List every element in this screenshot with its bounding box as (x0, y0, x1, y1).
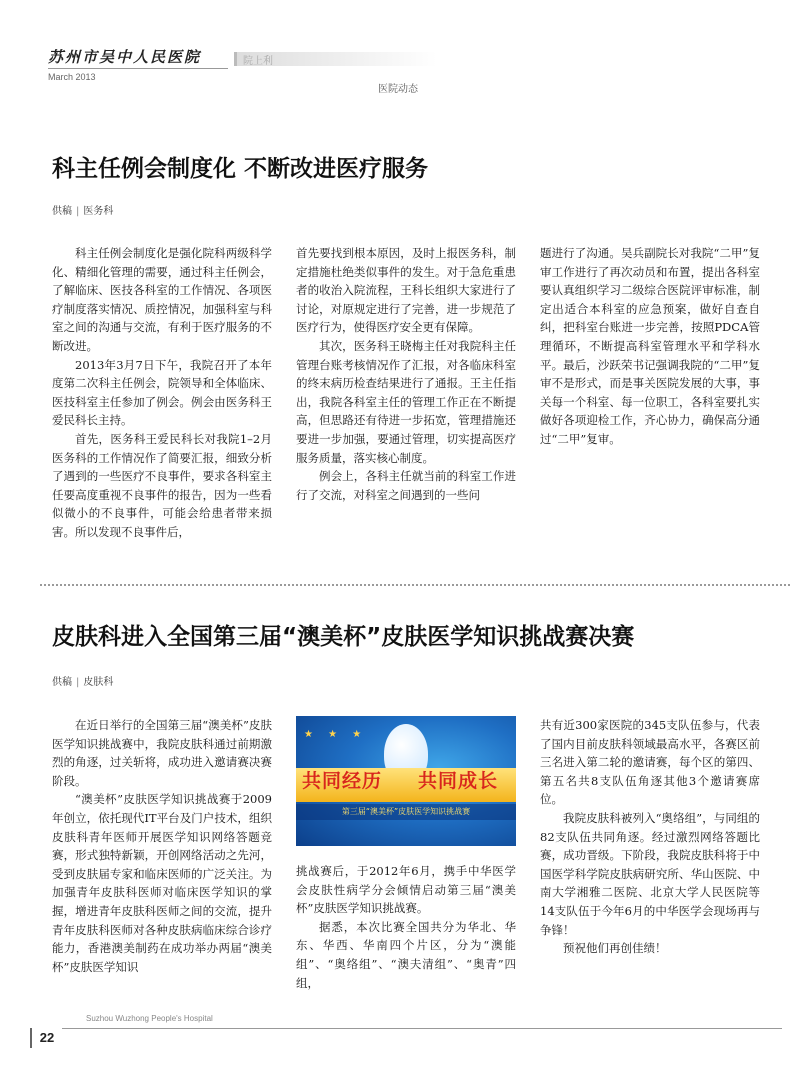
article1-column-2 (296, 244, 516, 542)
article2-body (52, 716, 760, 992)
paragraph: 科主任例会制度化是强化院科两级科学化、精细化管理的需要，通过科主任例会，了解临床、医技各科室的工作情况、各项医疗制度落实情况、质控情况，加强科室与科室之间的沟通与交流，有利于医疗服务的不断改进。 (52, 246, 272, 353)
hospital-name: 苏州市吴中人民医院 (48, 48, 202, 66)
paragraph: 首先，医务科王爱民科长对我院1–2月医务科的工作情况作了简要汇报，细致分析了遇到的一些医疗不良事件，要求各科室主任要高度重视不良事件的报告，因为一些看似微小的不良事件，可能会给患者带来损害。所以发现不良事件后， (52, 431, 272, 539)
page-footer (30, 1014, 785, 1054)
header-rule (48, 68, 228, 69)
paragraph: 我院皮肤科被列入“奥络组”，与同组的82支队伍共同角逐。经过激烈网络答题比赛，成功晋级。下阶段，我院皮肤科将于中国医学科学院皮肤病研究所、华山医院、中南大学湘雅二医院、北京大学人民医院等14支队伍于今年6月的中华医学会现场再与争锋！ (540, 810, 760, 937)
article1-byline-prefix: 供稿 (52, 206, 72, 217)
article2-column-2 (296, 716, 516, 992)
article2-title: 皮肤科进入全国第三届“澳美杯”皮肤医学知识挑战赛决赛 (52, 624, 635, 650)
paragraph: 在近日举行的全国第三届“澳美杯”皮肤医学知识挑战赛中，我院皮肤科通过前期激烈的角逐，过关斩将，成功进入邀请赛决赛阶段。 (52, 718, 272, 788)
section-label: 医院动态 (378, 84, 418, 95)
article1-title: 科主任例会制度化 不断改进医疗服务 (52, 156, 429, 182)
masthead (48, 46, 788, 96)
paragraph: 例会上，各科主任就当前的科室工作进行了交流，对科室之间遇到的一些问 (296, 469, 516, 502)
paragraph: 挑战赛后，于2012年6月，携手中华医学会皮肤性病学分会倾情启动第三届“澳美杯”皮肤医学知识挑战赛。 (296, 864, 516, 916)
paragraph: 据悉，本次比赛全国共分为华北、华东、华西、华南四个片区，分为“澳能组”、“奥络组”、“澳夫清组”、“奥青”四组， (296, 919, 516, 990)
contest-poster-image (296, 716, 516, 846)
poster-slogan-right: 共同成长 (418, 770, 499, 792)
paragraph: 首先要找到根本原因，及时上报医务科，制定措施杜绝类似事件的发生。对于急危重患者的收治入院流程，王科长组织大家进行了讨论，对原规定进行了完善，进一步规范了医疗行为，使得医疗安全更有保障。 (296, 246, 516, 335)
issue-date: March 2013 (48, 72, 96, 82)
article1-column-3 (540, 244, 760, 542)
column-tab-label: 院上利 (243, 56, 273, 67)
paragraph: 题进行了沟通。吴兵副院长对我院“二甲”复审工作进行了再次动员和布置，提出各科室要认真组织学习二级综合医院评审标准，制定出适合本科室的应急预案，做好自查自纠，把科室台账进一步完善，按照PDCA管理循环，不断提高科室管理水平和学科水平。最后，沙跃荣书记强调我院的“二甲”复审不是形式，而是事关医院发展的大事，事关每一个科室、每一位职工，各科室要扎实做好各项迎检工作，齐心协力，确保高分通过“二甲”复审。 (540, 246, 760, 446)
column-tab (234, 52, 437, 66)
article2-column-1 (52, 716, 272, 992)
article2-byline: 供稿 | 皮肤科 (52, 677, 114, 688)
article2-byline-dept: 皮肤科 (83, 677, 114, 688)
article-divider (40, 584, 790, 586)
footer-rule (62, 1028, 782, 1029)
poster-caption-strip: 第三届“澳美杯”皮肤医学知识挑战赛 (296, 804, 516, 820)
article1-column-1 (52, 244, 272, 542)
footer-hospital-en: Suzhou Wuzhong People's Hospital (86, 1014, 213, 1023)
paragraph: 2013年3月7日下午，我院召开了本年度第二次科主任例会，院领导和全体临床、医技科室主任参加了例会。例会由医务科王爱民科长主持。 (52, 357, 272, 428)
page-number: 22 (30, 1028, 62, 1048)
article1-byline-dept: 医务科 (83, 206, 114, 217)
paragraph: 其次，医务科王晓梅主任对我院科主任管理台账考核情况作了汇报，对各临床科室的终末病历检查结果进行了通报。王主任指出，我院各科室主任的管理工作正在不断提高，但思路还有待进一步拓宽，管理措施还要进一步加强，要通过管理，切实提高医疗服务质量，落实核心制度。 (296, 338, 516, 465)
poster-slogan-left: 共同经历 (302, 770, 383, 792)
stars-decoration-icon: ★ ★ ★ (304, 729, 368, 740)
paragraph: 预祝他们再创佳绩！ (563, 941, 667, 956)
paragraph: “澳美杯”皮肤医学知识挑战赛于2009年创立，依托现代IT平台及门户技术，组织皮肤科青年医师开展医学知识网络答题竞赛，形式独特新颖，开创网络活动之先河，受到皮肤届专家和临床医师的广泛关注。为加强青年皮肤科医师对临床医学知识的掌握，增进青年皮肤科医师之间的交流，提升青年皮肤科医师对各种皮肤病临床综合诊疗能力，香港澳美制药在成功举办两届“澳美杯”皮肤医学知识 (52, 792, 272, 974)
article1-body (52, 244, 760, 542)
article2-byline-prefix: 供稿 (52, 677, 72, 688)
paragraph: 共有近300家医院的345支队伍参与，代表了国内目前皮肤科领域最高水平，各赛区前三名进入第二轮的邀请赛，每个区的第四、第五名共8支队伍角逐其他3个邀请赛席位。 (540, 718, 760, 807)
article2-column-3 (540, 716, 760, 992)
article1-byline: 供稿 | 医务科 (52, 206, 114, 217)
